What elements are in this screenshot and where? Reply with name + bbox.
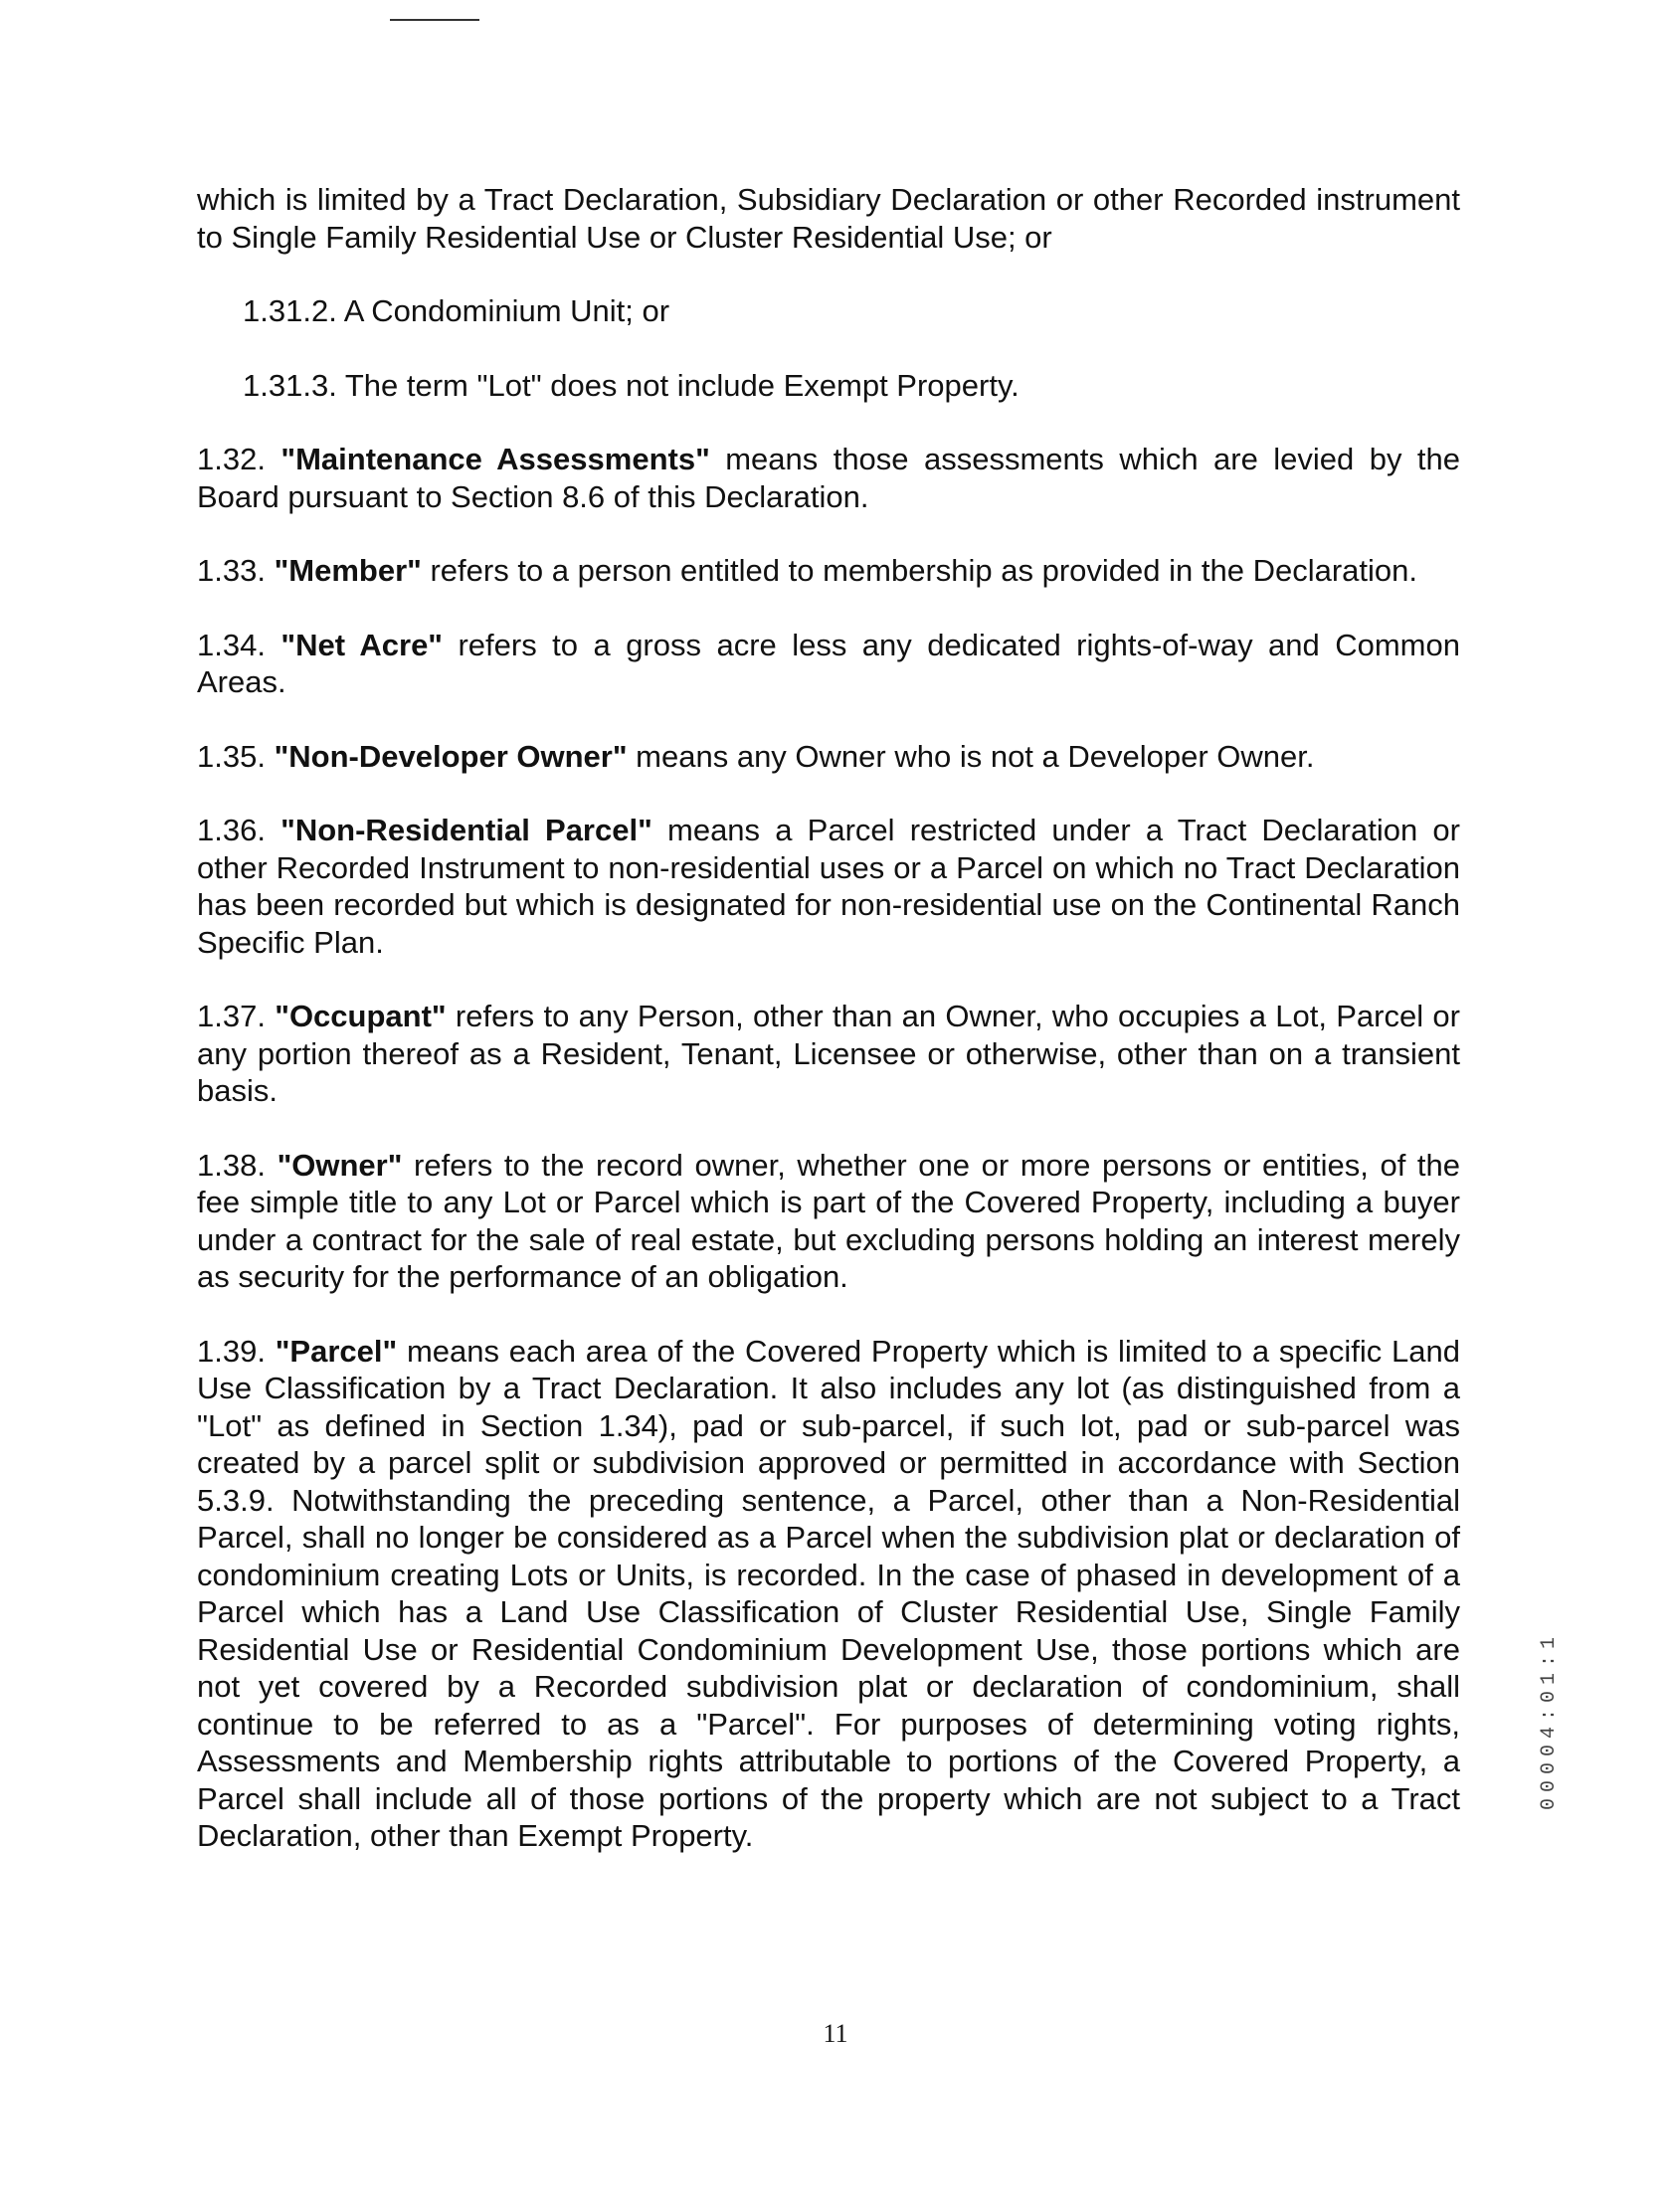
document-body: [197, 181, 1460, 1892]
definition-term: "Occupant": [275, 999, 447, 1033]
definition-text: means a Parcel restricted under a Tract Declaration or other Recorded Instrument to non-residential uses or a Parcel on which no Tract Declaration has been recorded but which is designated for non-residential use on the Continental Ranch Specific Plan.: [197, 813, 1460, 960]
continuation-paragraph: which is limited by a Tract Declaration, Subsidiary Declaration or other Recorded instrument to Single Family Residential Use or Cluster Residential Use; or: [197, 182, 1460, 255]
definition-term: "Parcel": [275, 1333, 398, 1369]
definition-number: 1.32.: [197, 442, 266, 476]
definition-number: 1.38.: [197, 1147, 266, 1183]
definition-term: "Member": [274, 553, 422, 588]
sub-item-1-31-3: 1.31.3. The term "Lot" does not include Exempt Property.: [243, 367, 1020, 403]
definition-text: refers to a person entitled to membership as provided in the Declaration.: [430, 553, 1417, 588]
definition-term: "Net Acre": [280, 627, 444, 662]
definition-text: means any Owner who is not a Developer Owner.: [636, 738, 1315, 774]
definition-text: refers to the record owner, whether one or more persons or entities, of the fee simple title to any Lot or Parcel which is part of the Covered Property, including a buyer under a contract for the sale of real estate, but excluding persons holding an interest merely as security for the performance of an obligation.: [197, 1147, 1460, 1294]
definition-1-38: [197, 1147, 1460, 1296]
definition-text: refers to any Person, other than an Owner, who occupies a Lot, Parcel or any portion thereof as a Resident, Tenant, Licensee or otherwise, other than on a transient basis.: [197, 999, 1460, 1108]
definition-1-34: [197, 627, 1460, 701]
definition-1-32: [197, 441, 1460, 515]
definition-term: "Owner": [277, 1147, 403, 1183]
definition-1-33: [197, 552, 1460, 590]
definition-number: 1.34.: [197, 627, 266, 662]
definition-number: 1.39.: [197, 1333, 266, 1369]
definition-text: means those assessments which are levied by the Board pursuant to Section 8.6 of this Declaration.: [197, 442, 1460, 514]
definition-term: "Maintenance Assessments": [280, 442, 710, 476]
definition-number: 1.33.: [197, 553, 266, 588]
definition-1-37: [197, 998, 1460, 1110]
definition-text: means each area of the Covered Property which is limited to a specific Land Use Classification by a Tract Declaration. It also includes any lot (as distinguished from a "Lot" as defined in Section 1.34), pad or sub-parcel, if such lot, pad or sub-parcel was created by a parcel split or subdivision approved or permitted in accordance with Section 5.3.9. Notwithstanding the preceding sentence, a Parcel, other than a Non-Residential Parcel, shall no longer be considered as a Parcel when the subdivision plat or declaration of condominium creating Lots or Units, is recorded. In the case of phased in development of a Parcel which has a Land Use Classification of Cluster Residential Use, Single Family Residential Use or Residential Condominium Development Use, those portions which are not yet covered by a Recorded subdivision plat or declaration of condominium, shall continue to be referred to as a "Parcel". For purposes of determining voting rights, Assessments and Membership rights attributable to portions of the Covered Property, a Parcel shall include all of those portions of the property which are not subject to a Tract Declaration, other than Exempt Property.: [197, 1333, 1460, 1853]
definition-number: 1.36.: [197, 813, 266, 847]
side-stamp: 00004:01:1: [1538, 1630, 1561, 1810]
definition-term: "Non-Developer Owner": [274, 738, 628, 774]
page-number: 11: [823, 2019, 848, 2048]
definition-term: "Non-Residential Parcel": [280, 813, 652, 847]
definition-1-39: [197, 1333, 1460, 1855]
top-rule: [390, 19, 479, 21]
definition-number: 1.37.: [197, 999, 266, 1033]
definition-number: 1.35.: [197, 738, 266, 774]
definition-1-35: [197, 738, 1460, 776]
sub-item-1-31-2: 1.31.2. A Condominium Unit; or: [243, 293, 670, 328]
definition-text: refers to a gross acre less any dedicated rights-of-way and Common Areas.: [197, 627, 1460, 699]
definition-1-36: [197, 812, 1460, 961]
